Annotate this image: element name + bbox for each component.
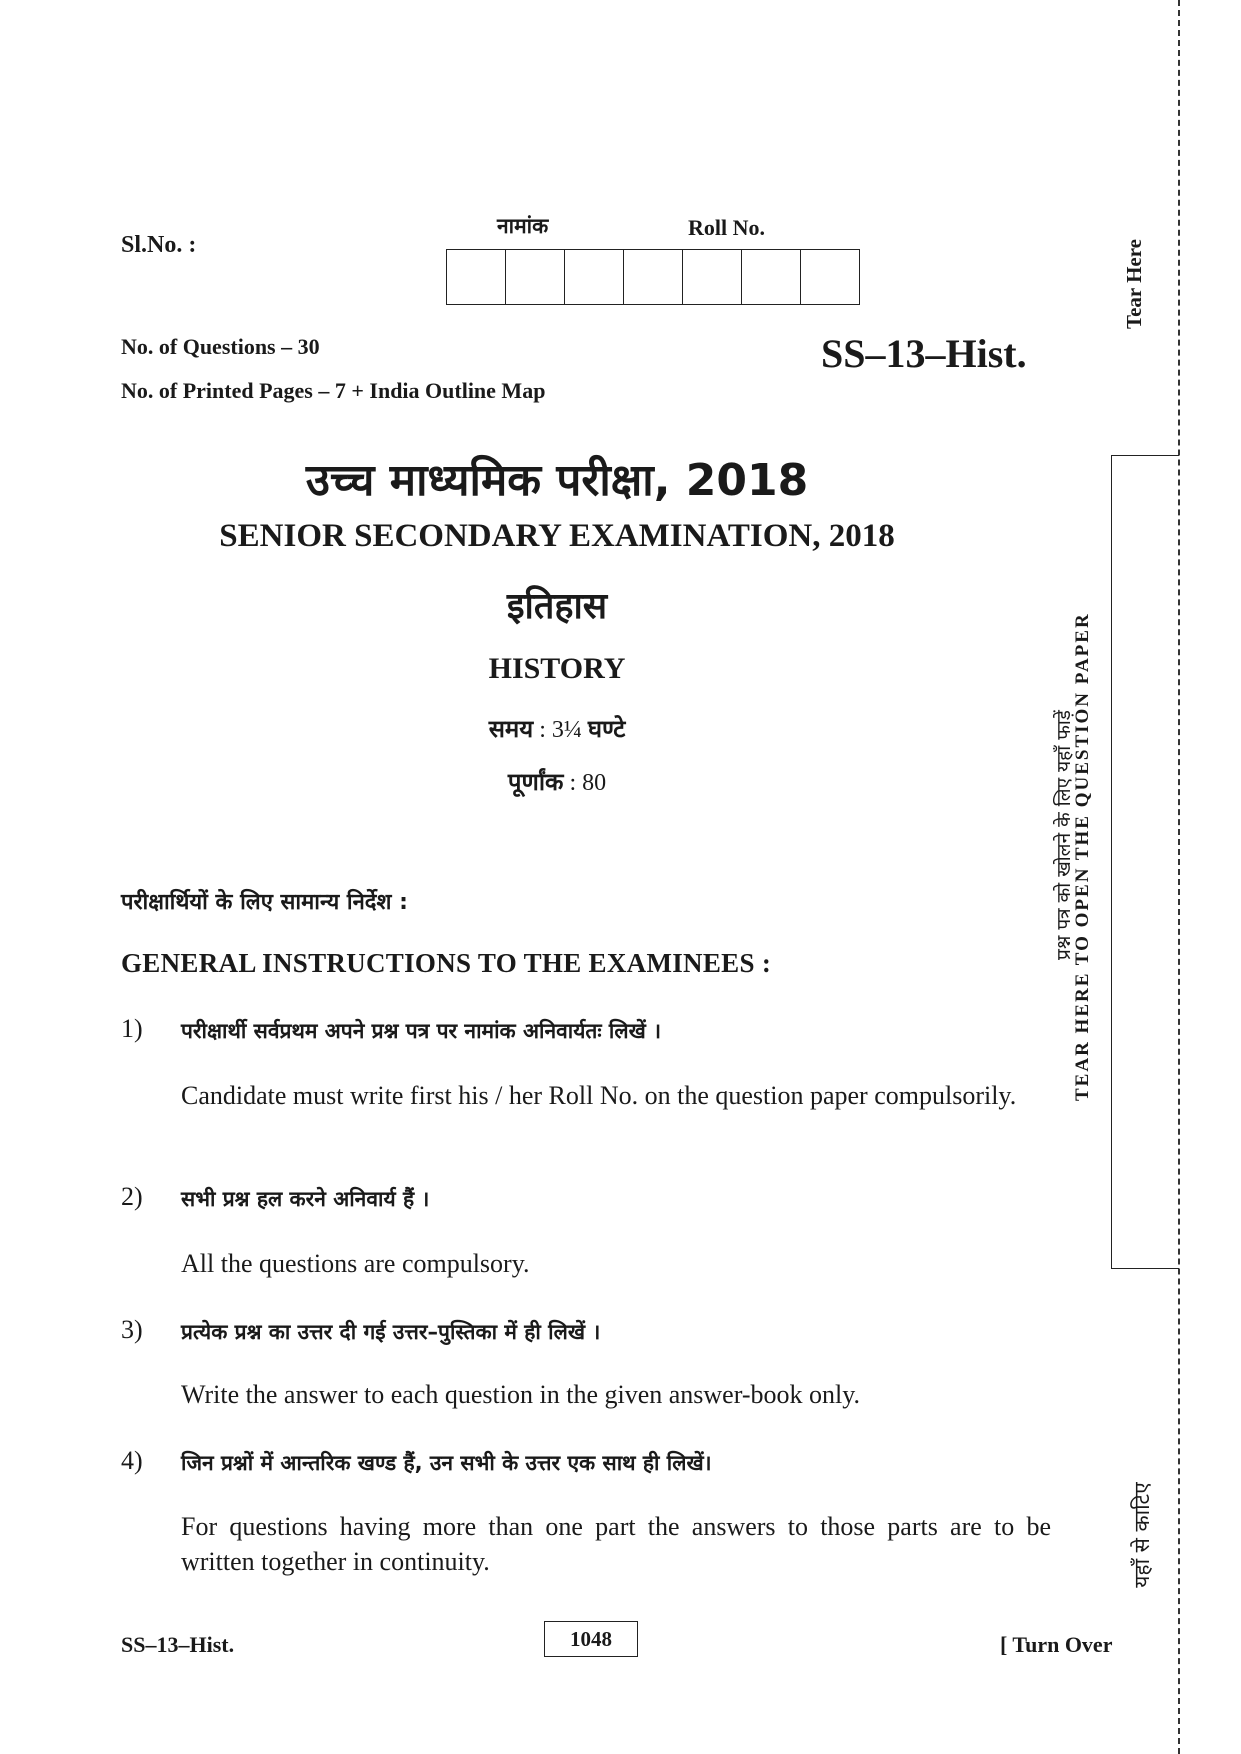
instructions-heading-english: GENERAL INSTRUCTIONS TO THE EXAMINEES : <box>121 948 772 978</box>
instruction-english: For questions having more than one part the answers to those parts are to be written together in continuity. <box>181 1512 1051 1576</box>
roll-number-box[interactable] <box>565 249 624 305</box>
instruction-hindi: परीक्षार्थी सर्वप्रथम अपने प्रश्न पत्र पर नामांक अनिवार्यतः लिखें । <box>181 1019 662 1043</box>
number-of-printed-pages: No. of Printed Pages – 7 + India Outline Map <box>121 378 546 403</box>
time-allowed <box>0 712 1114 745</box>
instruction-number: 3) <box>121 1315 143 1344</box>
instruction-hindi: जिन प्रश्नों में आन्तरिक खण्ड हैं, उन सभी के उत्तर एक साथ ही लिखें। <box>181 1451 712 1475</box>
number-of-questions: No. of Questions – 30 <box>121 334 320 359</box>
tear-here-label: Tear Here <box>1122 239 1146 330</box>
footer-paper-code: SS–13–Hist. <box>121 1632 235 1657</box>
marks-value: : 80 <box>563 770 607 796</box>
roll-number-label-hindi: नामांक <box>497 214 549 238</box>
exam-title-hindi: उच्च माध्यमिक परीक्षा, 2018 <box>305 455 809 506</box>
page-number-box: 1048 <box>544 1621 638 1657</box>
instruction-number: 1) <box>121 1014 143 1043</box>
roll-number-box[interactable] <box>447 249 506 305</box>
instruction-hindi: सभी प्रश्न हल करने अनिवार्य हैं । <box>181 1187 430 1211</box>
roll-number-box[interactable] <box>742 249 801 305</box>
instruction-english: All the questions are compulsory. <box>181 1249 530 1278</box>
roll-number-box[interactable] <box>624 249 683 305</box>
serial-number-label: Sl.No. : <box>121 232 197 258</box>
roll-number-boxes[interactable] <box>446 249 860 305</box>
exam-title-english: SENIOR SECONDARY EXAMINATION, 2018 <box>219 518 895 554</box>
cut-here-label: यहाँ से काटिए <box>1130 1482 1154 1588</box>
subject-english: HISTORY <box>488 652 626 685</box>
instruction-english: Candidate must write first his / her Roll No. on the question paper compulsorily. <box>181 1081 1017 1110</box>
roll-number-box[interactable] <box>801 249 860 305</box>
maximum-marks <box>0 765 1114 798</box>
tear-to-open-hindi: प्रश्न पत्र को खोलने के लिए यहाँ फाड़ें <box>1053 710 1075 960</box>
instruction-english: Write the answer to each question in the given answer-book only. <box>181 1380 861 1409</box>
roll-number-box[interactable] <box>683 249 742 305</box>
instruction-number: 4) <box>121 1446 143 1475</box>
instruction-hindi: प्रत्येक प्रश्न का उत्तर दी गई उत्तर–पुस्तिका में ही लिखें । <box>181 1320 601 1344</box>
time-unit: घण्टे <box>587 715 626 743</box>
subject-hindi: इतिहास <box>506 586 608 627</box>
instructions-heading-hindi: परीक्षार्थियों के लिए सामान्य निर्देश : <box>121 890 408 915</box>
instruction-number: 2) <box>121 1182 143 1211</box>
roll-number-box[interactable] <box>506 249 565 305</box>
tear-box <box>1111 455 1179 1269</box>
marks-label: पूर्णांक <box>507 768 564 796</box>
turn-over-label: [ Turn Over <box>1000 1632 1113 1657</box>
time-value: : 3¼ <box>533 717 588 743</box>
tear-to-open-english: TEAR HERE TO OPEN THE QUESTION PAPER <box>1072 612 1093 1101</box>
roll-number-label: Roll No. <box>688 215 765 240</box>
time-label: समय <box>488 715 534 743</box>
paper-code: SS–13–Hist. <box>821 331 1027 376</box>
